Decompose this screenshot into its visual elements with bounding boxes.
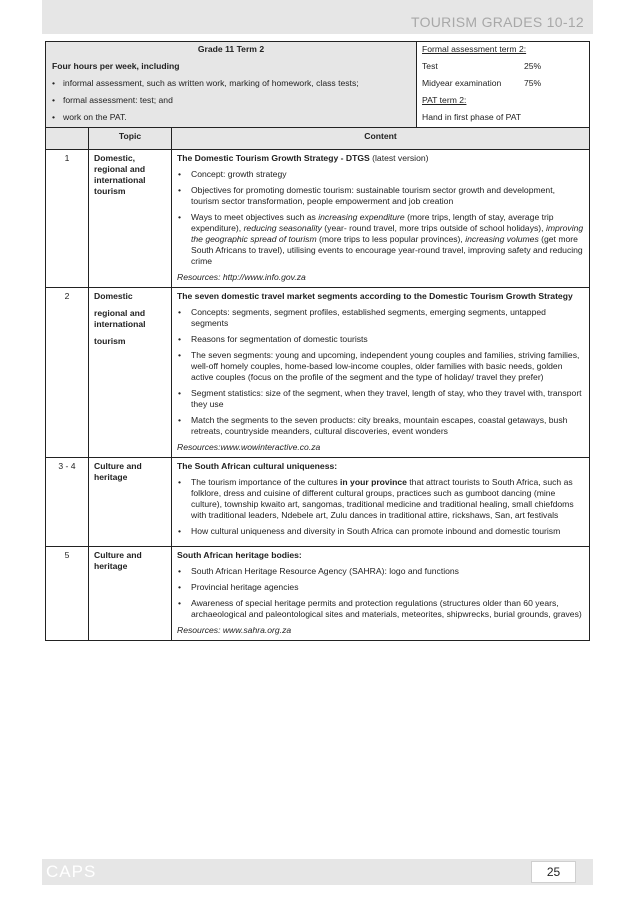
footer-bar xyxy=(42,859,593,885)
intro-bullet: • formal assessment: test; and xyxy=(46,93,416,110)
list-item: • Match the segments to the seven products: city breaks, mountain escapes, coastal getaways, bush retreats, countryside meanders, cultural discoveries, event wonders xyxy=(177,415,584,437)
topic-header: Topic xyxy=(89,128,172,150)
list-item: • Objectives for promoting domestic tourism: sustainable tourism sector growth and development, tourism sector transformation, people empowerment and job creation xyxy=(177,185,584,207)
content-title: The South African cultural uniqueness: xyxy=(177,461,338,471)
row-topic: Culture and heritage xyxy=(89,547,172,641)
row-topic: Culture and heritage xyxy=(89,458,172,547)
pat-text: Hand in first phase of PAT xyxy=(422,112,522,122)
row-topic: Domestic regional and international tourism xyxy=(89,288,172,458)
exam-percent: 75% xyxy=(524,78,542,88)
assessment-cell xyxy=(417,42,590,128)
formal-assessment-title: Formal assessment term 2: xyxy=(422,44,527,54)
test-percent: 25% xyxy=(524,61,542,71)
content-title: The Domestic Tourism Growth Strategy - DTGS (latest version) xyxy=(177,153,429,163)
column-header-row xyxy=(46,128,590,150)
table-row xyxy=(46,458,590,547)
page-number: 25 xyxy=(531,861,576,883)
resources-link: Resources: http://www.info.gov.za xyxy=(177,272,306,282)
term-overview-cell xyxy=(46,42,417,128)
content-header: Content xyxy=(172,128,590,150)
row-number: 1 xyxy=(46,150,89,288)
list-item: • Concepts: segments, segment profiles, established segments, emerging segments, untapped segments xyxy=(177,307,584,329)
test-label: Test xyxy=(422,61,438,71)
intro-bullet: • work on the PAT. xyxy=(46,110,416,127)
resources-link: Resources:www.wowinteractive.co.za xyxy=(177,442,321,452)
pat-title: PAT term 2: xyxy=(422,95,467,105)
content-list xyxy=(177,307,584,437)
intro-bullet: • informal assessment, such as written work, marking of homework, class tests; xyxy=(46,76,416,93)
list-item: • Provincial heritage agencies xyxy=(177,582,584,593)
list-item: • South African Heritage Resource Agency (SAHRA): logo and functions xyxy=(177,566,584,577)
content-title: South African heritage bodies: xyxy=(177,550,302,560)
list-item: • How cultural uniqueness and diversity in South Africa can promote inbound and domestic tourism xyxy=(177,526,584,537)
row-content xyxy=(172,288,590,458)
content-title: The seven domestic travel market segments according to the Domestic Tourism Growth Strategy xyxy=(177,291,573,301)
grade-term-heading: Grade 11 Term 2 xyxy=(197,44,265,54)
content-list xyxy=(177,477,584,537)
resources-link: Resources: www.sahra.org.za xyxy=(177,625,292,635)
list-item: • Reasons for segmentation of domestic tourists xyxy=(177,334,584,345)
list-item: • Awareness of special heritage permits and protection regulations (structures older than 60 years, archaeological and paleontological sites and materials, meteorites, shipwrecks, burial grounds, graves) xyxy=(177,598,584,620)
footer-caps-label: CAPS xyxy=(46,862,97,881)
row-content xyxy=(172,458,590,547)
row-number: 5 xyxy=(46,547,89,641)
list-item: • The seven segments: young and upcoming, independent young couples and families, striving families, well-off homely couples, home-based low-income couples, older families with basic needs, golden active couples (focus on the profile of the segment and the type of holiday/ travel they prefer) xyxy=(177,350,584,383)
row-content xyxy=(172,150,590,288)
row-content xyxy=(172,547,590,641)
list-item: • Ways to meet objectives such as increasing expenditure (more trips, length of stay, average trip expenditure), reducing seasonality (year- round travel, more trips outside of school holidays), improving the geographic spread of tourism (more trips to less popular provinces), increasing volumes (get more South Africans to travel), utilising events to encourage year-round travel, improving safety and reducing crime xyxy=(177,212,584,267)
content-list xyxy=(177,169,584,267)
row-number: 2 xyxy=(46,288,89,458)
list-item: • Concept: growth strategy xyxy=(177,169,584,180)
row-number: 3 - 4 xyxy=(46,458,89,547)
intro-row xyxy=(46,42,590,128)
hours-per-week: Four hours per week, including xyxy=(52,61,180,71)
table-row xyxy=(46,150,590,288)
exam-label: Midyear examination xyxy=(422,78,502,88)
curriculum-table xyxy=(45,41,590,641)
list-item: • Segment statistics: size of the segment, when they travel, length of stay, who they travel with, transport they use xyxy=(177,388,584,410)
list-item: • The tourism importance of the cultures in your province that attract tourists to South Africa, such as folklore, dress and cuisine of different cultural groups, practices such as gumboot dancing (mine culture), township kwaito art, sangomas, traditional medicine and traditional healing, small chiefdoms with traditional leaders, Ndebele art, Zulu dances in traditional attire, rickshaws, San, art festivals xyxy=(177,477,584,521)
row-topic: Domestic, regional and international tourism xyxy=(89,150,172,288)
table-row xyxy=(46,547,590,641)
num-header xyxy=(46,128,89,150)
table-row xyxy=(46,288,590,458)
document-header-title: TOURISM GRADES 10-12 xyxy=(410,14,584,30)
content-list xyxy=(177,566,584,620)
